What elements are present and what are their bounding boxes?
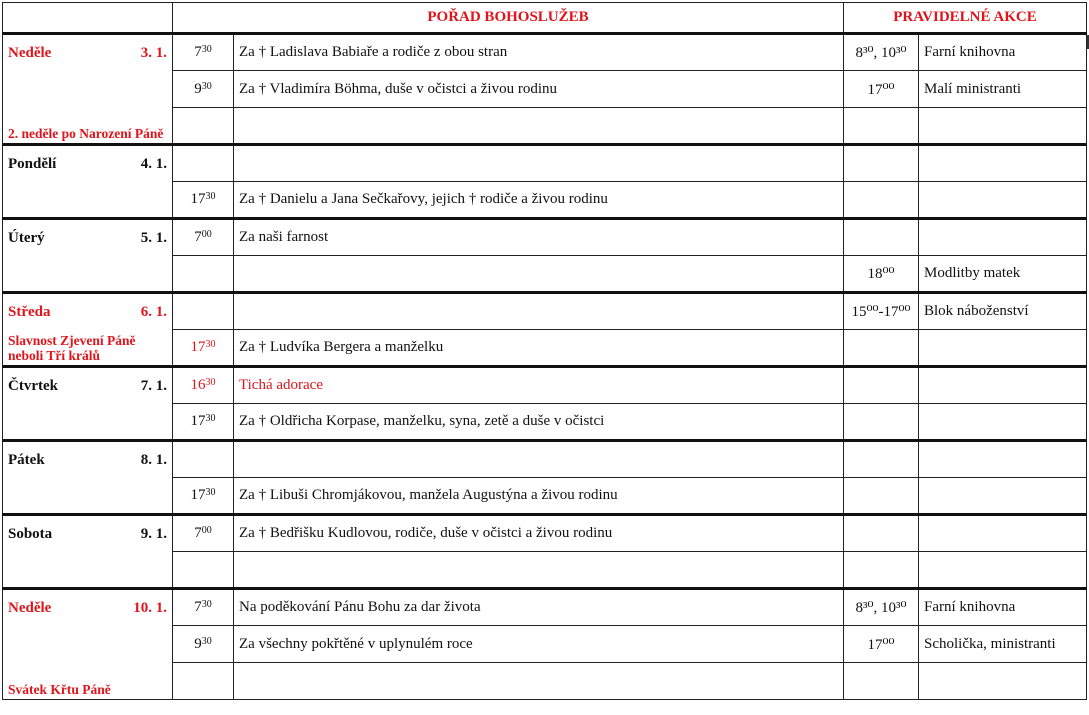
header-events-title: PRAVIDELNÉ AKCE [844,3,1087,34]
day-name: Čtvrtek [8,378,58,394]
day-date: 9. 1. [140,526,167,542]
day-date: 3. 1. [140,45,167,61]
event-name [919,552,1087,589]
service-time [173,589,234,626]
service-time [173,219,234,256]
day-cell [3,34,173,145]
service-time [173,663,234,700]
service-time-minute: 30 [205,413,216,424]
event-time [844,515,919,552]
day-name: Středa [8,304,51,320]
day-note: 2. neděle po Narození Páně [8,126,164,141]
service-time-hour: 7 [194,44,202,60]
event-time: 8³⁰, 10³⁰ [844,34,919,71]
service-intention: Za naši farnost [234,219,844,256]
event-name: Farní knihovna [919,589,1087,626]
table-row [3,145,1087,182]
service-time-hour: 16 [190,377,206,393]
day-name: Úterý [8,230,45,246]
service-time [173,330,234,367]
service-time [173,293,234,330]
table-row [3,34,1087,71]
event-name [919,330,1087,367]
event-name: Farní knihovna [919,34,1087,71]
event-time [844,404,919,441]
service-time [173,34,234,71]
service-time [173,182,234,219]
service-intention: Za † Danielu a Jana Sečkařovy, jejich † rodiče a živou rodinu [234,182,844,219]
day-date: 8. 1. [140,452,167,468]
day-cell [3,515,173,589]
service-intention [234,108,844,145]
table-row [3,441,1087,478]
service-intention: Tichá adorace [234,367,844,404]
service-time-minute: 30 [205,377,216,388]
event-name [919,441,1087,478]
event-time: 18⁰⁰ [844,256,919,293]
service-time-minute: 30 [205,487,216,498]
service-intention [234,663,844,700]
event-time: 17⁰⁰ [844,626,919,663]
service-time-minute: 00 [201,229,212,240]
service-time [173,441,234,478]
service-time-minute: 30 [201,635,212,647]
event-name: Scholička, ministranti [919,626,1087,663]
service-time-minute: 30 [201,44,212,55]
day-cell [3,219,173,293]
service-intention: Za † Bedřišku Kudlovou, rodiče, duše v očistci a živou rodinu [234,515,844,552]
service-time [173,71,234,108]
table-row [3,293,1087,330]
service-time [173,145,234,182]
day-cell [3,293,173,367]
event-name [919,478,1087,515]
event-time [844,219,919,256]
service-time-hour: 17 [190,487,206,503]
service-intention [234,256,844,293]
service-time [173,552,234,589]
day-date: 5. 1. [140,230,167,246]
table-row [3,589,1087,626]
service-intention [234,552,844,589]
event-time [844,330,919,367]
event-name [919,219,1087,256]
service-time-hour: 17 [190,191,206,207]
event-time [844,478,919,515]
service-time [173,515,234,552]
day-cell [3,441,173,515]
event-name [919,404,1087,441]
day-cell [3,367,173,441]
service-time [173,256,234,293]
service-intention [234,441,844,478]
service-time-minute: 30 [205,339,216,350]
day-date: 10. 1. [133,600,167,616]
service-time [173,367,234,404]
service-intention: Za všechny pokřtěné v uplynulém roce [234,626,844,663]
service-intention: Za † Libuši Chromjákovou, manžela Augustýna a živou rodinu [234,478,844,515]
event-time [844,663,919,700]
service-time-minute: 30 [201,80,212,92]
event-name [919,108,1087,145]
header-row [3,3,1087,34]
event-time [844,441,919,478]
service-time [173,404,234,441]
service-time-hour: 7 [194,525,202,541]
event-time: 15⁰⁰-17⁰⁰ [844,293,919,330]
event-name [919,663,1087,700]
event-name [919,515,1087,552]
service-time-minute: 00 [201,525,212,536]
event-time: 17⁰⁰ [844,71,919,108]
table-row [3,367,1087,404]
day-name: Pondělí [8,156,57,172]
day-date: 4. 1. [140,156,167,172]
event-time: 8³⁰, 10³⁰ [844,589,919,626]
event-name: Modlitby matek [919,256,1087,293]
service-time-hour: 7 [194,599,202,615]
day-date: 7. 1. [140,378,167,394]
event-name [919,145,1087,182]
service-intention [234,145,844,182]
day-note: Slavnost Zjevení Páně neboli Tří králů [8,333,136,363]
service-time-hour: 17 [190,339,206,355]
event-time [844,552,919,589]
header-empty-cell [3,3,173,34]
service-time [173,478,234,515]
header-services-title: POŘAD BOHOSLUŽEB [173,3,844,34]
service-time-hour: 17 [190,413,206,429]
day-date: 6. 1. [140,304,167,320]
event-name [919,182,1087,219]
service-time-hour: 9 [194,635,202,652]
schedule-table [2,2,1087,700]
day-name: Sobota [8,526,53,542]
service-time [173,626,234,663]
event-name [919,367,1087,404]
service-time [173,108,234,145]
service-intention: Za † Oldřicha Korpase, manželku, syna, zetě a duše v očistci [234,404,844,441]
service-intention: Na poděkování Pánu Bohu za dar života [234,589,844,626]
service-intention [234,293,844,330]
service-intention: Za † Vladimíra Böhma, duše v očistci a živou rodinu [234,71,844,108]
service-intention: Za † Ludvíka Bergera a manželku [234,330,844,367]
table-row [3,219,1087,256]
day-name: Neděle [8,600,52,616]
service-time-hour: 9 [194,80,202,97]
table-row [3,515,1087,552]
event-name: Malí ministranti [919,71,1087,108]
event-time [844,182,919,219]
service-intention: Za † Ladislava Babiaře a rodiče z obou stran [234,34,844,71]
event-time [844,145,919,182]
service-time-hour: 7 [194,229,202,245]
service-time-minute: 30 [205,191,216,202]
day-name: Pátek [8,452,45,468]
day-cell [3,145,173,219]
event-name: Blok náboženství [919,293,1087,330]
day-name: Neděle [8,45,52,61]
day-cell [3,589,173,700]
event-time [844,108,919,145]
event-time [844,367,919,404]
day-note: Svátek Křtu Páně [8,682,111,697]
service-time-minute: 30 [201,599,212,610]
